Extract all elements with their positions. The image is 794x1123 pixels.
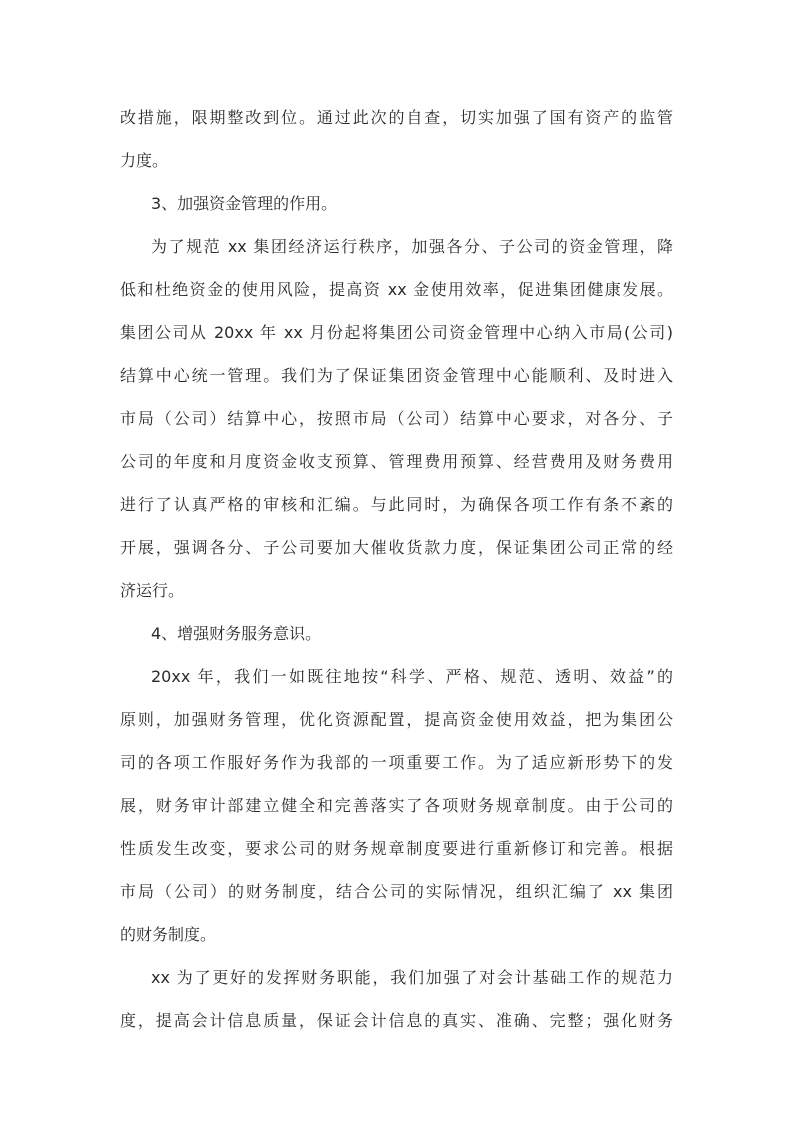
text-line: 开展，强调各分、子公司要加大催收货款力度，保证集团公司正常的经	[120, 538, 673, 557]
text-line: 性质发生改变，要求公司的财务规章制度要进行重新修订和完善。根据	[120, 839, 673, 858]
text-line: 展，财务审计部建立健全和完善落实了各项财务规章制度。由于公司的	[120, 796, 673, 815]
text-line: 济运行。	[120, 581, 185, 600]
text-line: 原则，加强财务管理，优化资源配置，提高资金使用效益，把为集团公	[120, 710, 673, 729]
text-line: 市局（公司）结算中心，按照市局（公司）结算中心要求，对各分、子	[120, 409, 673, 428]
text-line: 度，提高会计信息质量，保证会计信息的真实、准确、完整；强化财务	[120, 1011, 673, 1030]
text-line: 的财务制度。	[120, 925, 217, 944]
text-line: 市局（公司）的财务制度，结合公司的实际情况，组织汇编了 xx 集团	[120, 882, 673, 901]
text-line: 结算中心统一管理。我们为了保证集团资金管理中心能顺利、及时进入	[120, 366, 673, 385]
text-line: 力度。	[120, 151, 169, 170]
text-line: 改措施，限期整改到位。通过此次的自查，切实加强了国有资产的监管	[120, 108, 673, 127]
text-line: 为了规范 xx 集团经济运行秩序，加强各分、子公司的资金管理，降	[151, 237, 673, 256]
text-line: 司的各项工作服好务作为我部的一项重要工作。为了适应新形势下的发	[120, 753, 673, 772]
text-line: 集团公司从 20xx 年 xx 月份起将集团公司资金管理中心纳入市局(公司)	[120, 323, 673, 342]
section-heading: 4、增强财务服务意识。	[151, 624, 322, 643]
text-line: 低和杜绝资金的使用风险，提高资 xx 金使用效率，促进集团健康发展。	[120, 280, 673, 299]
text-line: 20xx 年，我们一如既往地按“科学、严格、规范、透明、效益”的	[151, 667, 673, 686]
text-line: 进行了认真严格的审核和汇编。与此同时，为确保各项工作有条不紊的	[120, 495, 673, 514]
text-line: 公司的年度和月度资金收支预算、管理费用预算、经营费用及财务费用	[120, 452, 673, 471]
section-heading: 3、加强资金管理的作用。	[151, 194, 338, 213]
text-line: xx 为了更好的发挥财务职能，我们加强了对会计基础工作的规范力	[151, 968, 673, 987]
